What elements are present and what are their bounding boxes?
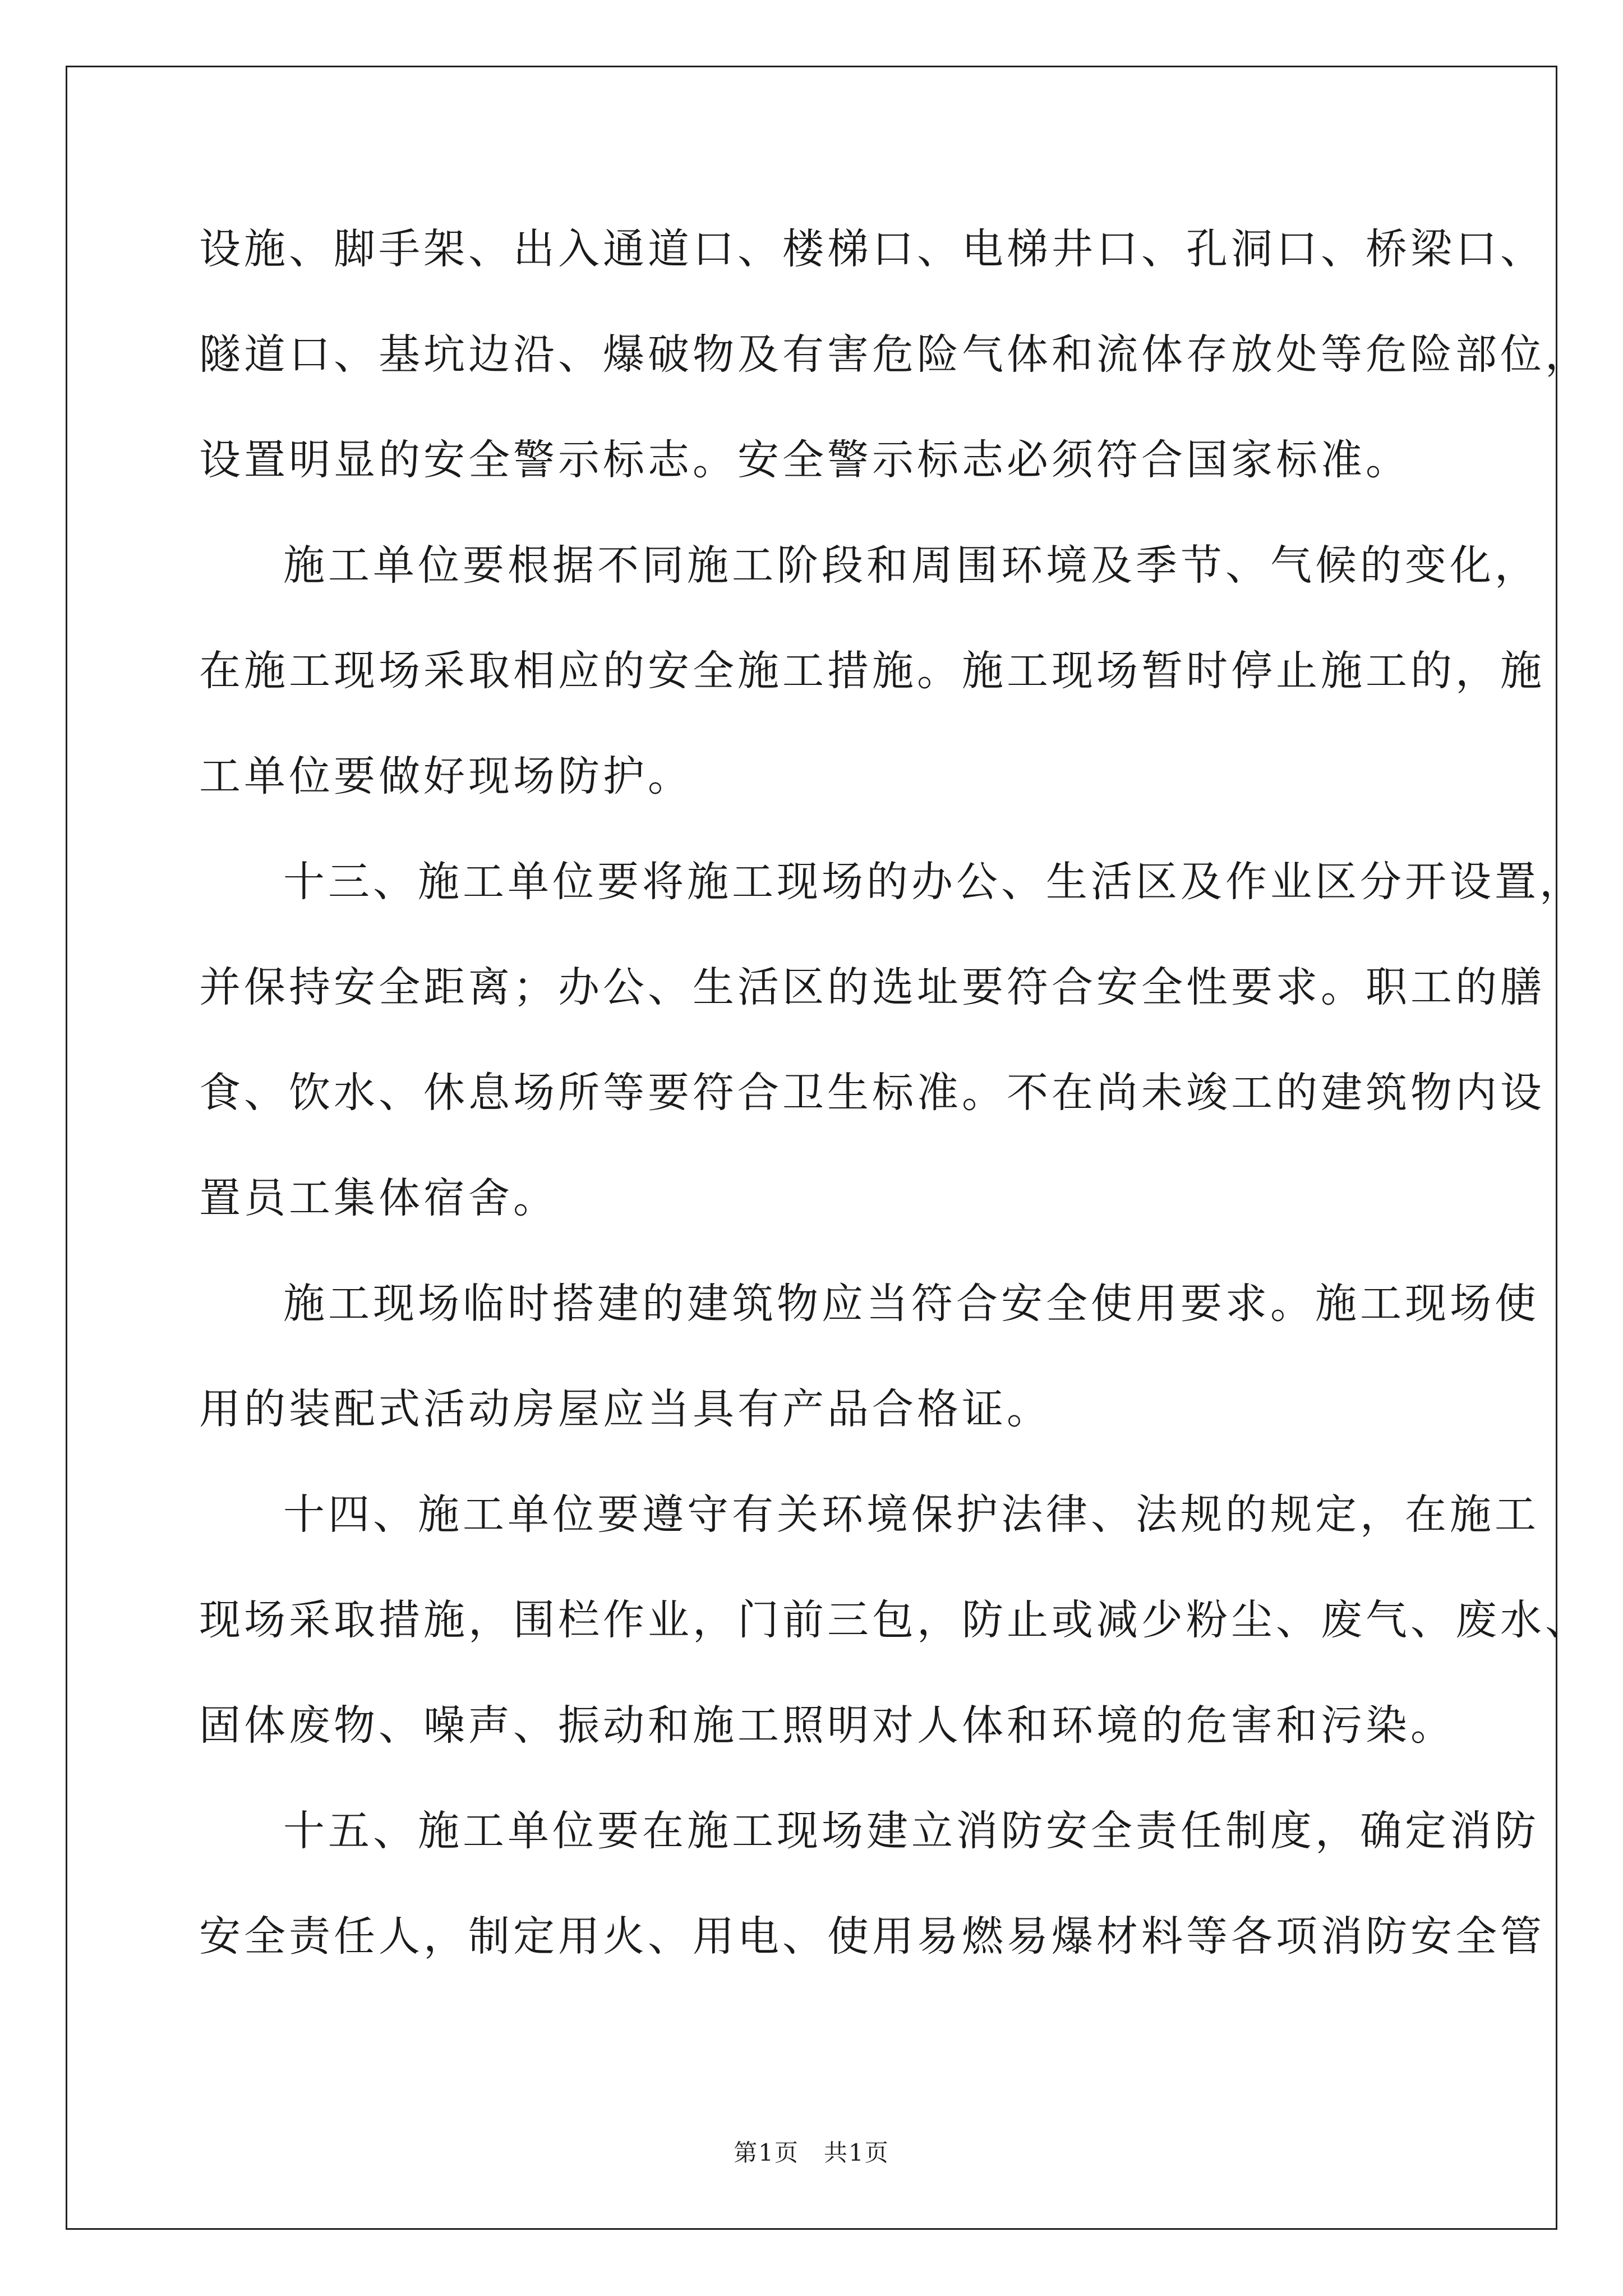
text-line: 工单位要做好现场防护。: [199, 752, 693, 800]
text-line: 隧道口、基坑边沿、爆破物及有害危险气体和流体存放处等危险部位，: [199, 330, 1590, 379]
text-line: 现场采取措施，围栏作业，门前三包，防止或减少粉尘、废气、废水、: [199, 1596, 1590, 1644]
text-line: 十五、施工单位要在施工现场建立消防安全责任制度，确定消防: [283, 1807, 1539, 1855]
text-line: 设置明显的安全警示标志。安全警示标志必须符合国家标准。: [199, 436, 1410, 484]
text-line: 食、饮水、休息场所等要符合卫生标准。不在尚未竣工的建筑物内设: [199, 1069, 1545, 1117]
document-body: [199, 196, 1590, 1989]
text-line: 十三、施工单位要将施工现场的办公、生活区及作业区分开设置，: [283, 858, 1584, 906]
text-line: 在施工现场采取相应的安全施工措施。施工现场暂时停止施工的，施: [199, 647, 1545, 695]
text-line: 并保持安全距离；办公、生活区的选址要符合安全性要求。职工的膳: [199, 963, 1545, 1011]
text-line: 固体废物、噪声、振动和施工照明对人体和环境的危害和污染。: [199, 1701, 1455, 1750]
text-line: 置员工集体宿舍。: [199, 1174, 558, 1222]
text-line: 安全责任人，制定用火、用电、使用易燃易爆材料等各项消防安全管: [199, 1912, 1545, 1961]
text-line: 十四、施工单位要遵守有关环境保护法律、法规的规定，在施工: [283, 1490, 1539, 1539]
text-line: 施工单位要根据不同施工阶段和周围环境及季节、气候的变化，: [283, 541, 1539, 590]
text-line: 设施、脚手架、出入通道口、楼梯口、电梯井口、孔洞口、桥梁口、: [199, 225, 1545, 273]
page-number-footer: 第1页 共1页: [734, 2139, 889, 2166]
text-line: 用的装配式活动房屋应当具有产品合格证。: [199, 1385, 1052, 1433]
text-line: 施工现场临时搭建的建筑物应当符合安全使用要求。施工现场使: [283, 1280, 1539, 1328]
